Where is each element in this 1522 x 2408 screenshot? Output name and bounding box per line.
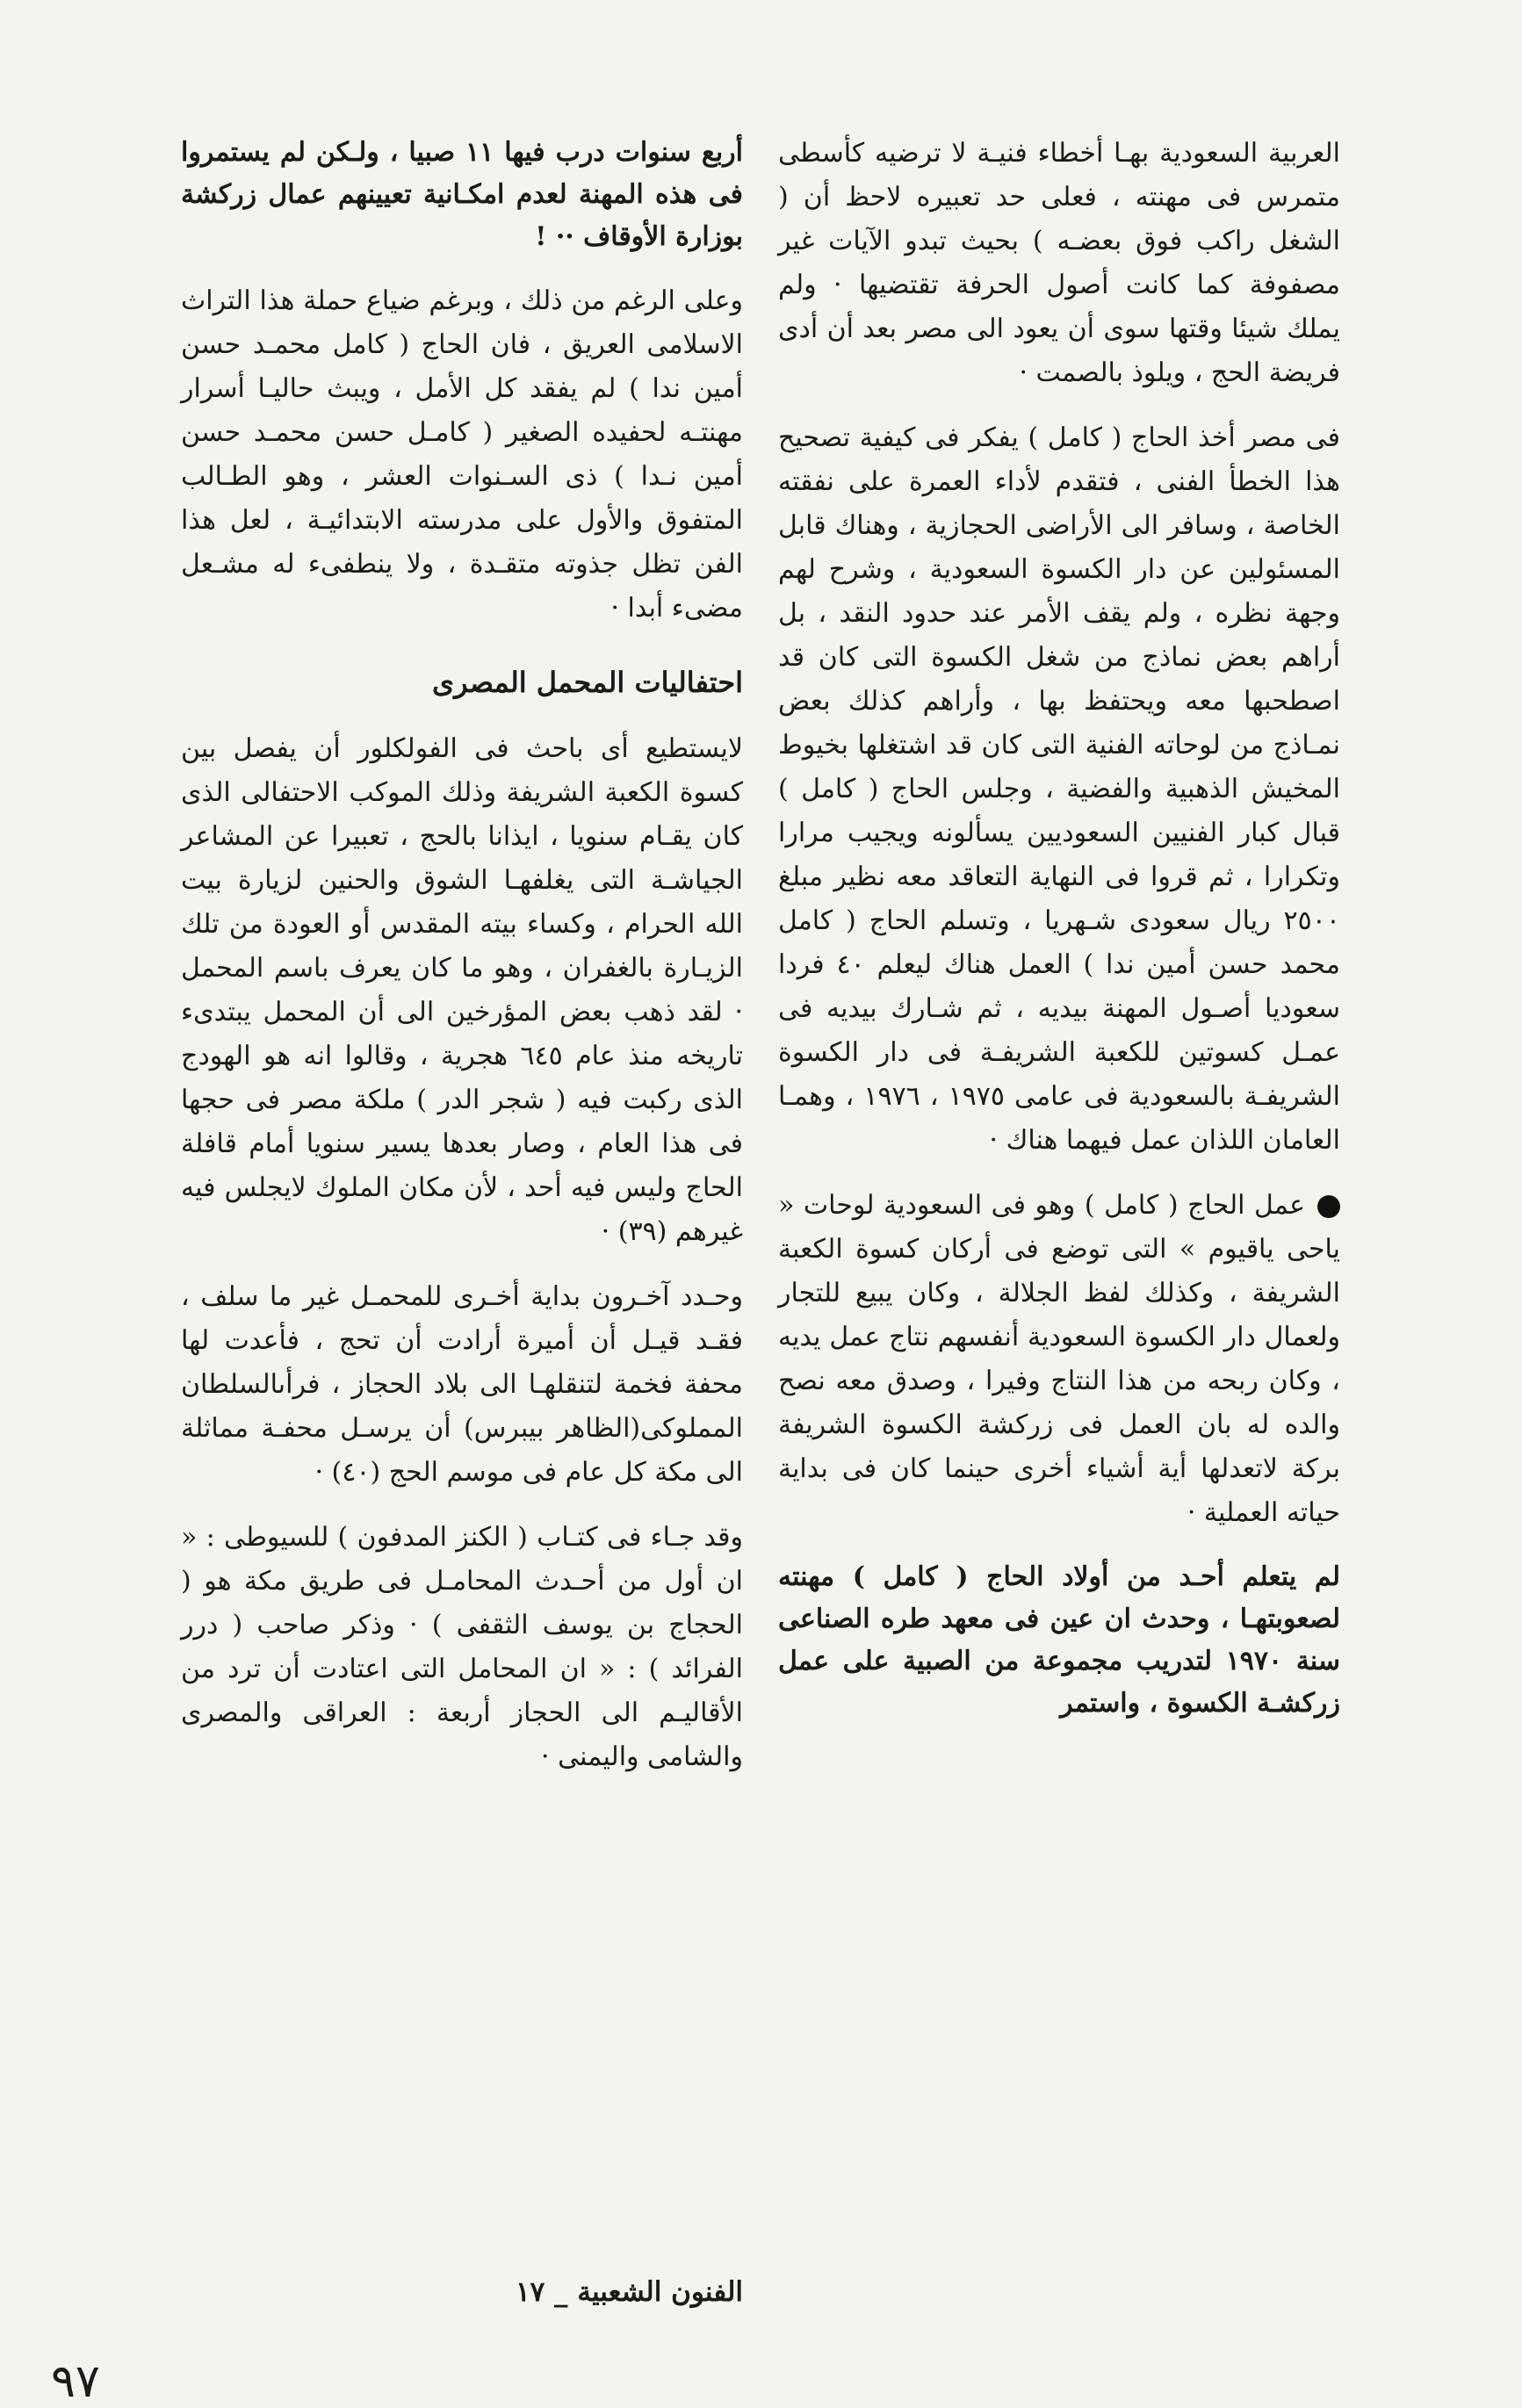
right-paragraph-4: لم يتعلم أحـد من أولاد الحاج ( كامل ) مهنته لصعوبتهـا ، وحدث ان عين فى معهد طره الصناعى سنة ١٩٧٠ لتدريب مجموعة من الصبية على عمل زركشـة الكسوة ، واستمر [778, 1561, 1340, 1719]
right-paragraph-3 [778, 1184, 1340, 1535]
right-paragraph-3-text: عمل الحاج ( كامل ) وهو فى السعودية لوحات « ياحى ياقيوم » التى توضع فى أركان كسوة الكعبة الشريفة ، وكذلك لفظ الجلالة ، وكان يبيع للتجار ولعمال دار الكسوة السعودية أنفسهم نتاج عمل يديه ، وكان ربحه من هذا النتاج وفيرا ، وصدق معه نصح والده له بان العمل فى زركشة الكسوة الشريفة بركة لاتعدلها أية أشياء أخرى حينما كان فى بداية حياته العملية · [778, 1190, 1340, 1528]
left-paragraph-3: لايستطيع أى باحث فى الفولكلور أن يفصل بين كسوة الكعبة الشريفة وذلك الموكب الاحتفالى الذى كان يقـام سنويا ، ايذانا بالحج ، تعبيرا عن المشاعر الجياشـة التى يغلفهـا الشوق والحنين لزيارة بيت الله الحرام ، وكساء بيته المقدس أو العودة من تلك الزيـارة بالغفران ، وهو ما كان يعرف باسم المحمل · لقد ذهب بعض المؤرخين الى أن المحمل يبتدىء تاريخه منذ عام ٦٤٥ هجرية ، وقالوا انه هو الهودج الذى ركبت فيه ( شجر الدر ) ملكة مصر فى حجها فى هذا العام ، وصار بعدها يسير سنويا أمام قافلة الحاج وليس فيه أحد ، لأن مكان الملوك لايجلس فيه غيرهم (٣٩) · [181, 733, 743, 1247]
right-paragraph-1: العربية السعودية بهـا أخطاء فنيـة لا ترضيه كأسطى متمرس فى مهنته ، فعلى حد تعبيره لاحظ أن ( الشغل راكب فوق بعضـه ) بحيث تبدو الآيات غير مصفوفة كما كانت أصول الحرفة تقتضيها · ولم يملك شيئا وقتها سوى أن يعود الى مصر بعد أن أدى فريضة الحج ، ويلوذ بالصمت · [778, 138, 1340, 388]
bullet-icon [1317, 1195, 1340, 1218]
left-paragraph-5: وقد جـاء فى كتـاب ( الكنز المدفون ) للسيوطى : « ان أول من أحـدث المحامـل فى طريق مكة هو ( الحجاج بن يوسف الثقفى ) · وذكر صاحب ( درر الفرائد ) : « ان المحامل التى اعتادت أن ترد من الأقاليـم الى الحجاز أربعة : العراقى والمصرى والشامى واليمنى · [181, 1522, 743, 1772]
running-footer: الفنون الشعبية _ ١٧ [515, 2276, 743, 2308]
right-column [778, 132, 1340, 1746]
handwritten-page-number: ٩٧ [51, 2355, 100, 2408]
left-paragraph-1: أربع سنوات درب فيها ١١ صبيا ، ولـكن لم يستمروا فى هذه المهنة لعدم امكـانية تعيينهم عمال زركشة بوزارة الأوقاف ·· ! [181, 137, 743, 252]
right-paragraph-2: فى مصر أخذ الحاج ( كامل ) يفكر فى كيفية تصحيح هذا الخطأ الفنى ، فتقدم لأداء العمرة على نفقته الخاصة ، وسافر الى الأراضى الحجازية ، وهناك قابل المسئولين عن دار الكسوة السعودية ، وشرح لهم وجهة نظره ، ولم يقف الأمر عند حدود النقد ، بل أراهم بعض نماذج من شغل الكسوة التى كان قد اصطحبها معه ويحتفظ بها ، وأراهم كذلك بعض نمـاذج من لوحاته الفنية التى كان قد اشتغلها بخيوط المخيش الذهبية والفضية ، وجلس الحاج ( كامل ) قبال كبار الفنيين السعوديين يسألونه ويجيب مرارا وتكرارا ، ثم قروا فى النهاية التعاقد معه نظير مبلغ ٢٥٠٠ ريال سعودى شـهريا ، وتسلم الحاج ( كامل محمد حسن أمين ندا ) العمل هناك ليعلم ٤٠ فردا سعوديا أصـول المهنة بيديه ، ثم شـارك بيديه فى عمـل كسوتين للكعبة الشريفـة فى دار الكسوة الشريفـة بالسعودية فى عامى ١٩٧٥ ، ١٩٧٦ ، وهمـا العامان اللذان عمل فيهما هناك · [778, 422, 1340, 1156]
section-heading: احتفاليات المحمل المصرى [432, 666, 743, 699]
left-paragraph-2: وعلى الرغم من ذلك ، وبرغم ضياع حملة هذا التراث الاسلامى العريق ، فان الحاج ( كامل محمـد حسن أمين ندا ) لم يفقد كل الأمل ، ويبث حاليـا أسرار مهنتـه لحفيده الصغير ( كامـل حسن محمـد حسن أمين نـدا ) ذى السـنوات العشر ، وهو الطـالب المتفوق والأول على مدرسته الابتدائيـة ، لعل هذا الفن تظل جذوته متقـدة ، ولا ينطفىء له مشـعل مضىء أبدا · [181, 285, 743, 624]
left-paragraph-4: وحـدد آخـرون بداية أخـرى للمحمـل غير ما سلف ، فقـد قيـل أن أميرة أرادت أن تحج ، فأعدت لها محفة فخمة لتنقلهـا الى بلاد الحجاز ، فرأىالسلطان المملوكى(الظاهر بيبرس) أن يرسـل محفـة مماثلة الى مكة كل عام فى موسم الحج (٤٠) · [181, 1281, 743, 1488]
left-column [181, 132, 743, 1800]
